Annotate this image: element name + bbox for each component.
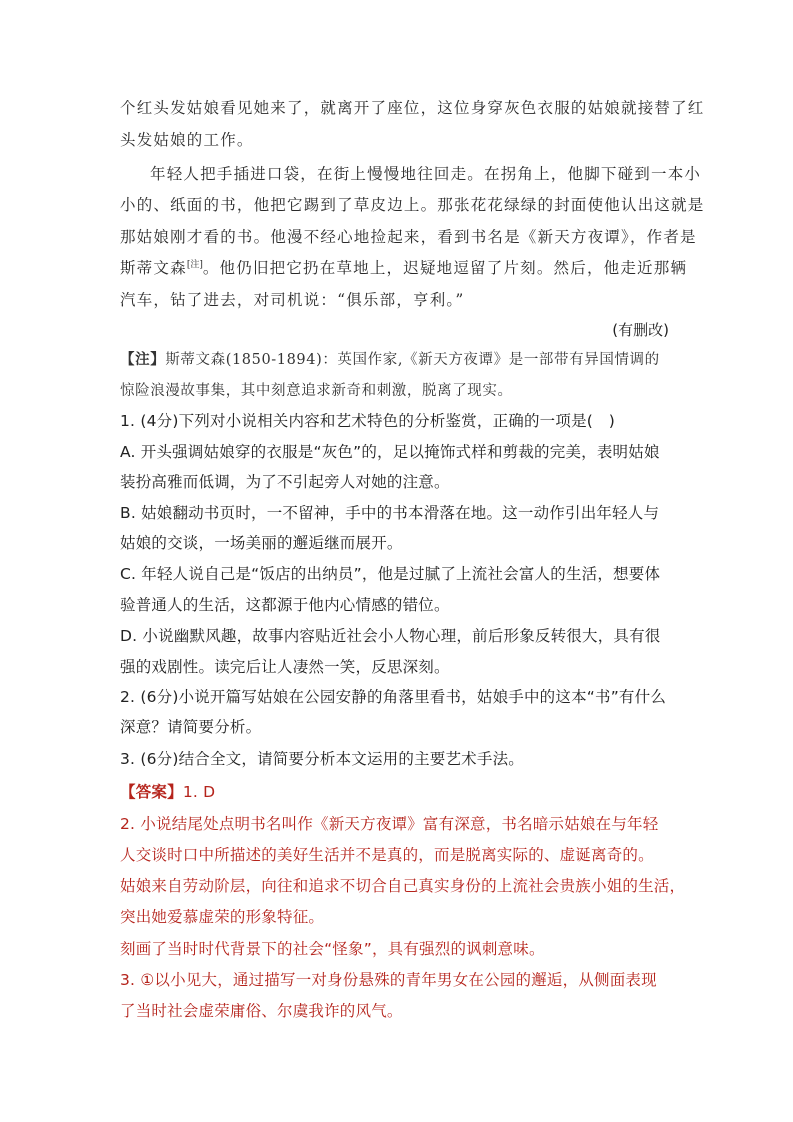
footnote-marker: [注] xyxy=(186,260,203,270)
story-line-3: 年轻人把手插进口袋，在街上慢慢地往回走。在拐角上，他脚下碰到一本小 xyxy=(150,165,702,183)
option-c-line-1: C. 年轻人说自己是“饭店的出纳员”，他是过腻了上流社会富人的生活，想要体 xyxy=(120,565,661,583)
question-2-line-2: 深意？请简要分析。 xyxy=(120,718,262,736)
footnote-label: 【注】 xyxy=(120,352,166,368)
footnote-line-2: 惊险浪漫故事集，其中刻意追求新奇和刺激，脱离了现实。 xyxy=(120,383,513,399)
story-line-7: 汽车，钻了进去，对司机说：“俱乐部，亨利。” xyxy=(120,291,465,309)
option-a-line-2: 装扮高雅而低调，为了不引起旁人对她的注意。 xyxy=(120,473,450,491)
answer-2-line-3: 姑娘来自劳动阶层，向往和追求不切合自己真实身份的上流社会贵族小姐的生活， xyxy=(120,877,686,895)
story-line-2: 头发姑娘的工作。 xyxy=(120,131,254,149)
story-line-5: 那姑娘刚才看的书。他漫不经心地捡起来，看到书名是《新天方夜谭》，作者是 xyxy=(120,228,697,246)
question-3: 3. (6分)结合全文，请简要分析本文运用的主要艺术手法。 xyxy=(120,750,524,768)
source-note: (有删改) xyxy=(612,321,669,339)
answer-line-1 xyxy=(120,780,215,802)
story-line-6-rest: 。他仍旧把它扔在草地上，迟疑地逗留了片刻。然后，他走近那辆 xyxy=(202,259,688,277)
option-d-line-1: D. 小说幽默风趣，故事内容贴近社会小人物心理，前后形象反转很大，具有很 xyxy=(120,627,661,645)
footnote-text-1: 斯蒂文森(1850-1894)：英国作家,《新天方夜谭》是一部带有异国情调的 xyxy=(165,352,660,368)
story-line-1: 个红头发姑娘看见她来了，就离开了座位，这位身穿灰色衣服的姑娘就接替了红 xyxy=(120,99,705,117)
question-1: 1. (4分)下列对小说相关内容和艺术特色的分析鉴赏，正确的一项是( ) xyxy=(120,412,615,430)
answer-3-line-1: 3. ①以小见大，通过描写一对身份悬殊的青年男女在公园的邂逅，从侧面表现 xyxy=(120,971,657,989)
option-b-line-1: B. 姑娘翻动书页时，一不留神，手中的书本滑落在地。这一动作引出年轻人与 xyxy=(120,504,660,522)
story-line-4: 小的、纸面的书，他把它踢到了草皮边上。那张花花绿绿的封面使他认出这就是 xyxy=(120,196,705,214)
answer-2-line-5: 刻画了当时时代背景下的社会“怪象”，具有强烈的讽刺意味。 xyxy=(120,940,545,958)
answer-2-line-2: 人交谈时口中所描述的美好生活并不是真的，而是脱离实际的、虚诞离奇的。 xyxy=(120,846,654,864)
option-c-line-2: 验普通人的生活，这都源于他内心情感的错位。 xyxy=(120,596,450,614)
answer-1: 1. D xyxy=(182,783,216,801)
answer-3-line-2: 了当时社会虚荣庸俗、尔虞我诈的风气。 xyxy=(120,1002,403,1020)
option-b-line-2: 姑娘的交谈，一场美丽的邂逅继而展开。 xyxy=(120,534,403,552)
story-line-6 xyxy=(120,256,687,278)
answer-2-line-4: 突出她爱慕虚荣的形象特征。 xyxy=(120,908,325,926)
question-2-line-1: 2. (6分)小说开篇写姑娘在公园安静的角落里看书，姑娘手中的这本“书”有什么 xyxy=(120,688,667,706)
footnote-line-1 xyxy=(120,348,660,369)
answer-2-line-1: 2. 小说结尾处点明书名叫作《新天方夜谭》富有深意，书名暗示姑娘在与年轻 xyxy=(120,815,659,833)
author-name: 斯蒂文森 xyxy=(120,259,187,277)
option-d-line-2: 强的戏剧性。读完后让人凄然一笑，反思深刻。 xyxy=(120,658,450,676)
answer-label: 【答案】 xyxy=(120,783,183,801)
option-a-line-1: A. 开头强调姑娘穿的衣服是“灰色”的，足以掩饰式样和剪裁的完美，表明姑娘 xyxy=(120,443,660,461)
